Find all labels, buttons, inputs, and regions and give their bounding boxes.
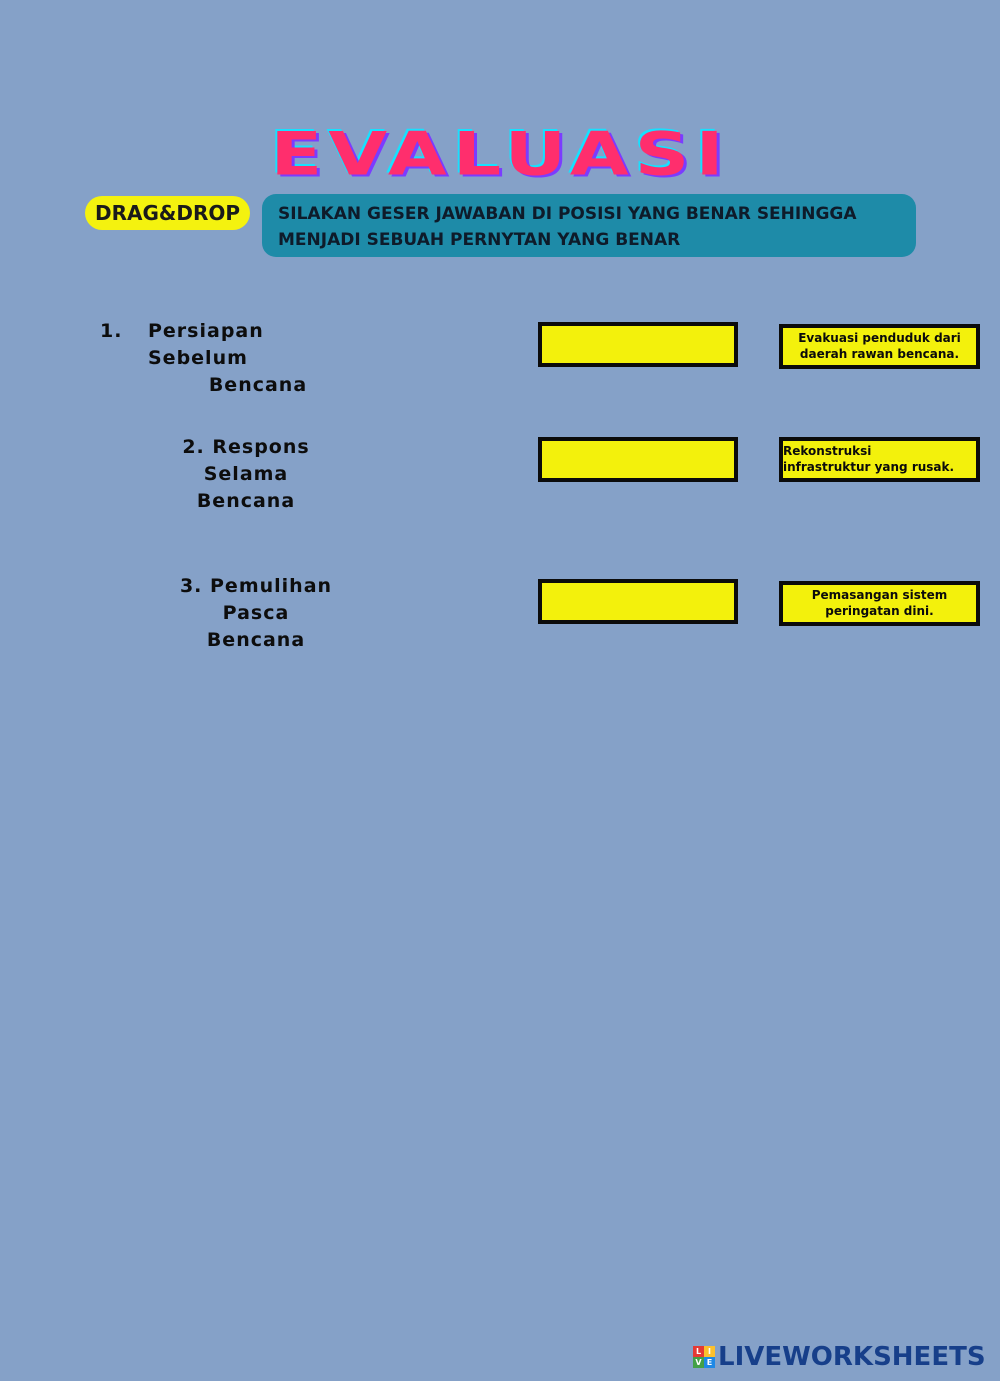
answer-line-1: Rekonstruksi <box>783 444 872 458</box>
question-1 <box>100 318 368 399</box>
liveworksheets-brand <box>693 1342 993 1372</box>
answer-line-2: daerah rawan bencana. <box>799 347 960 361</box>
brand-name: LIVEWORKSHEETS <box>718 1342 986 1372</box>
question-text-line-2: Bencana <box>208 374 308 396</box>
answer-line-2: peringatan dini. <box>825 604 934 618</box>
drop-zone-1[interactable] <box>538 322 738 367</box>
liveworksheets-logo-icon <box>693 1346 715 1368</box>
question-text-line-1: Persiapan Sebelum <box>148 320 264 369</box>
instruction-box <box>262 194 916 257</box>
answer-line-1: Pemasangan sistem <box>811 588 948 602</box>
instruction-line-2: MENJADI SEBUAH PERNYTAN YANG BENAR <box>278 230 681 250</box>
drop-zone-3[interactable] <box>538 579 738 624</box>
logo-letter: I <box>704 1346 715 1357</box>
page-title: EVALUASI <box>270 118 730 189</box>
question-text-line-1: 3. Pemulihan Pasca <box>179 575 333 624</box>
logo-letter: E <box>704 1357 715 1368</box>
question-text-line-2: Bencana <box>196 490 296 512</box>
answer-card-1[interactable] <box>779 324 980 369</box>
answer-line-1: Evakuasi penduduk dari <box>798 331 961 345</box>
question-number: 1. <box>100 320 123 342</box>
instruction-line-1: SILAKAN GESER JAWABAN DI POSISI YANG BENAR SEHINGGA <box>278 204 857 224</box>
drag-drop-badge: DRAG&DROP <box>85 196 250 230</box>
logo-letter: L <box>693 1346 704 1357</box>
question-text-line-1: 2. Respons Selama <box>182 436 310 485</box>
drop-zone-2[interactable] <box>538 437 738 482</box>
question-2 <box>140 434 352 515</box>
question-text-line-2: Bencana <box>206 629 306 651</box>
answer-line-2: infrastruktur yang rusak. <box>783 460 955 474</box>
answer-card-3[interactable] <box>779 581 980 626</box>
question-3 <box>146 573 366 654</box>
answer-card-2[interactable] <box>779 437 980 482</box>
logo-letter: V <box>693 1357 704 1368</box>
